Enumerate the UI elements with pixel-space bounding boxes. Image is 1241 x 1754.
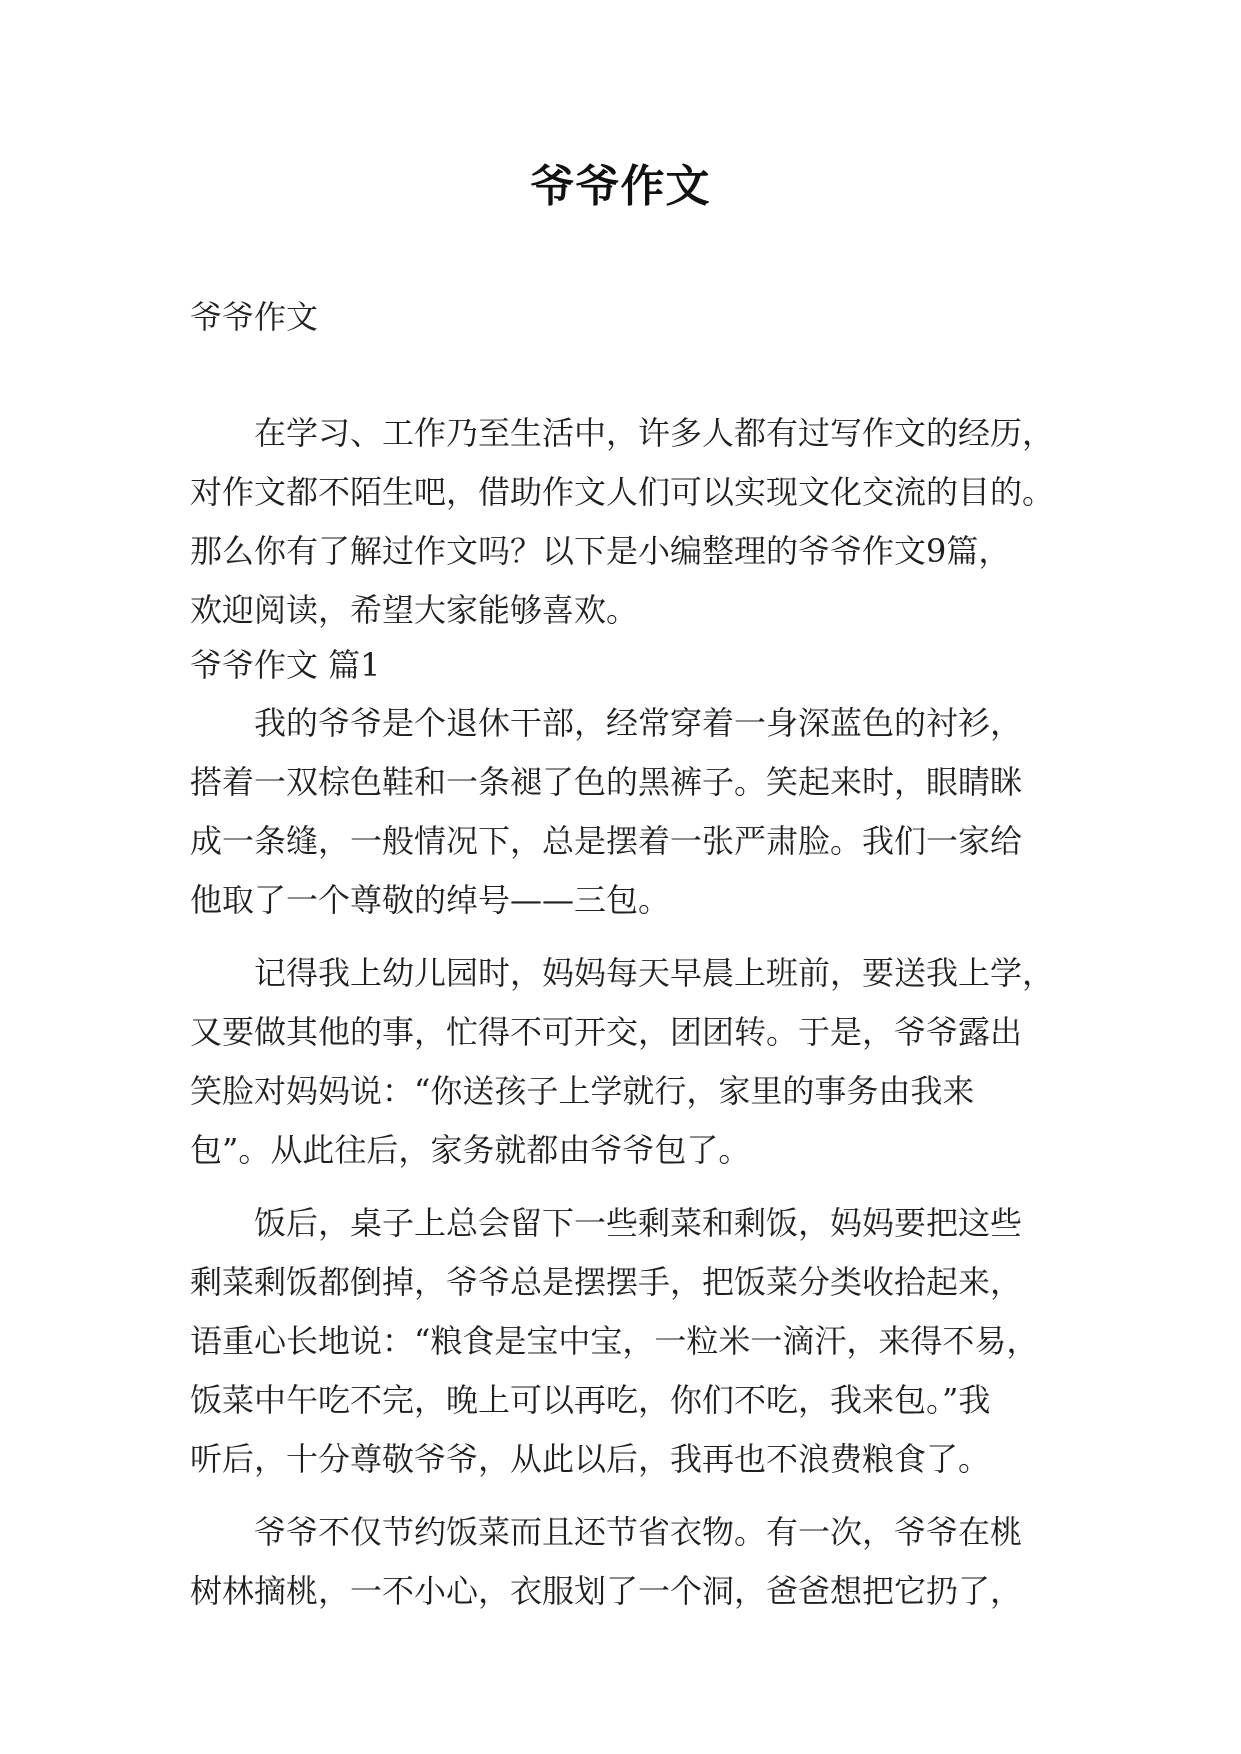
text-line: 语重心长地说：“粮食是宝中宝，一粒米一滴汗，来得不易， xyxy=(190,1322,1039,1360)
text-line: 我的爷爷是个退休干部，经常穿着一身深蓝色的衬衫， xyxy=(254,704,1023,742)
text-line: 笑脸对妈妈说：“你送孩子上学就行，家里的事务由我来 xyxy=(190,1072,975,1110)
text-line: 对作文都不陌生吧，借助作文人们可以实现文化交流的目的。 xyxy=(190,473,1055,511)
text-line: 饭菜中午吃不完，晚上可以再吃，你们不吃，我来包。”我 xyxy=(190,1381,991,1419)
text-line: 听后，十分尊敬爷爷，从此以后，我再也不浪费粮食了。 xyxy=(190,1440,991,1478)
body-paragraph xyxy=(190,1194,1060,1489)
document-body xyxy=(190,404,1060,1621)
body-paragraph xyxy=(190,1503,1060,1621)
section-heading: 爷爷作文 篇1 xyxy=(190,646,381,684)
text-line: 在学习、工作乃至生活中，许多人都有过写作文的经历， xyxy=(254,414,1055,452)
text-line: 成一条缝，一般情况下，总是摆着一张严肃脸。我们一家给 xyxy=(190,822,1023,860)
text-line: 包”。从此往后，家务就都由爷爷包了。 xyxy=(190,1131,751,1169)
text-line: 又要做其他的事，忙得不可开交，团团转。于是，爷爷露出 xyxy=(190,1013,1023,1051)
text-line: 爷爷不仅节约饭菜而且还节省衣物。有一次，爷爷在桃 xyxy=(254,1513,1023,1551)
document-subtitle: 爷爷作文 xyxy=(190,298,319,336)
text-line: 树林摘桃，一不小心，衣服划了一个洞，爸爸想把它扔了， xyxy=(190,1572,1023,1610)
text-line: 欢迎阅读，希望大家能够喜欢。 xyxy=(190,591,639,629)
body-paragraph xyxy=(190,694,1060,930)
text-line: 剩菜剩饭都倒掉，爷爷总是摆摆手，把饭菜分类收拾起来， xyxy=(190,1263,1023,1301)
text-line: 他取了一个尊敬的绰号——三包。 xyxy=(190,881,671,919)
text-line: 搭着一双棕色鞋和一条褪了色的黑裤子。笑起来时，眼睛眯 xyxy=(190,763,1023,801)
text-line: 饭后，桌子上总会留下一些剩菜和剩饭，妈妈要把这些 xyxy=(254,1204,1023,1242)
text-line: 记得我上幼儿园时，妈妈每天早晨上班前，要送我上学， xyxy=(254,954,1055,992)
document-title: 爷爷作文 xyxy=(530,161,711,212)
intro-paragraph xyxy=(190,404,1060,640)
body-paragraph xyxy=(190,944,1060,1180)
text-line: 那么你有了解过作文吗？以下是小编整理的爷爷作文9篇， xyxy=(190,532,1011,570)
